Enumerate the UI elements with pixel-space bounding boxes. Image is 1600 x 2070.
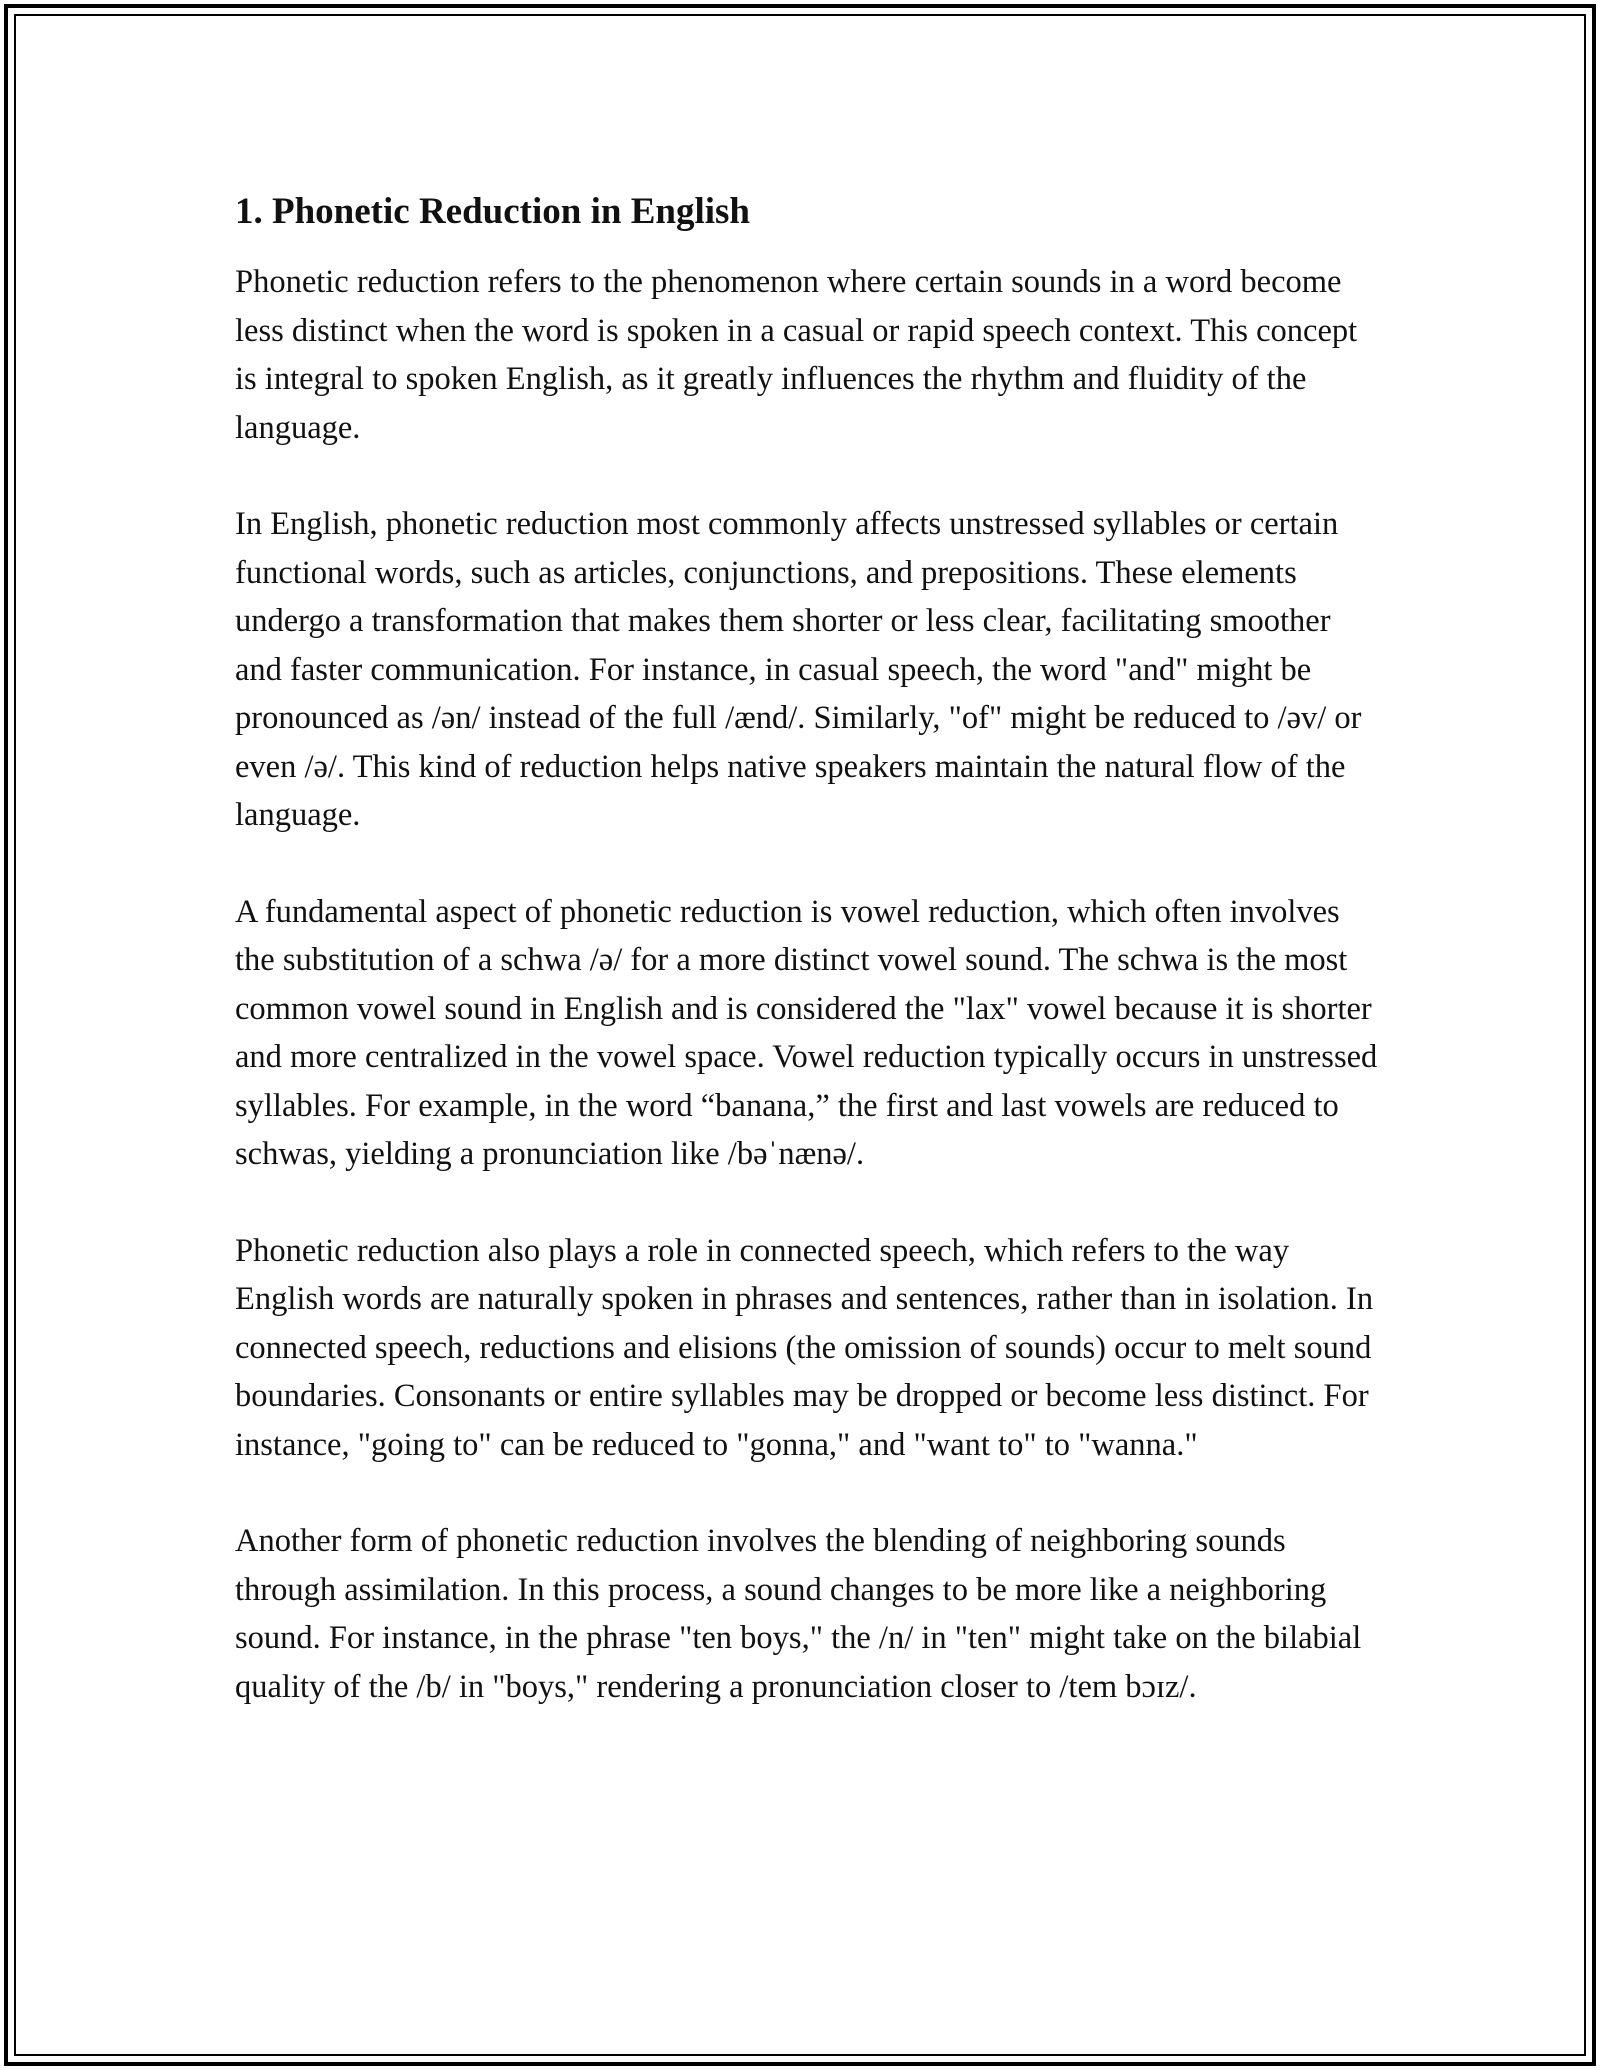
paragraph-vowel-reduction: A fundamental aspect of phonetic reduction is vowel reduction, which often involves the substitution of a schwa /ə/ for a more distinct vowel sound. The schwa is the most common vowel sound in English and is considered the "lax" vowel because it is shorter and more centralized in the vowel space. Vowel reduction typically occurs in unstressed syllables. For example, in the word “banana,” the first and last vowels are reduced to schwas, yielding a pronunciation like /bəˈnænə/. <box>235 893 1378 1172</box>
document-body <box>235 186 1385 1759</box>
paragraph-connected-speech: Phonetic reduction also plays a role in connected speech, which refers to the way English words are naturally spoken in phrases and sentences, rather than in isolation. In connected speech, reductions and elisions (the omission of sounds) occur to melt sound boundaries. Consonants or entire syllables may be dropped or become less distinct. For instance, "going to" can be reduced to "gonna," and "want to" to "wanna." <box>235 1232 1374 1463</box>
paragraph-definition: Phonetic reduction refers to the phenomenon where certain sounds in a word become less distinct when the word is spoken in a casual or rapid speech context. This concept is integral to spoken English, as it greatly influences the rhythm and fluidity of the language. <box>235 264 1358 446</box>
paragraph-assimilation: Another form of phonetic reduction involves the blending of neighboring sounds through assimilation. In this process, a sound changes to be more like a neighboring sound. For instance, in the phrase "ten boys," the /n/ in "ten" might take on the bilabial quality of the /b/ in "boys," rendering a pronunciation closer to /tem bɔɪz/. <box>235 1523 1362 1705</box>
section-heading: 1. Phonetic Reduction in English <box>235 191 751 232</box>
paragraph-functional-words: In English, phonetic reduction most commonly affects unstressed syllables or certain functional words, such as articles, conjunctions, and prepositions. These elements undergo a transformation that makes them shorter or less clear, facilitating smoother and faster communication. For instance, in casual speech, the word "and" might be pronounced as /ən/ instead of the full /ænd/. Similarly, "of" might be reduced to /əv/ or even /ə/. This kind of reduction helps native speakers maintain the natural flow of the language. <box>235 506 1362 833</box>
